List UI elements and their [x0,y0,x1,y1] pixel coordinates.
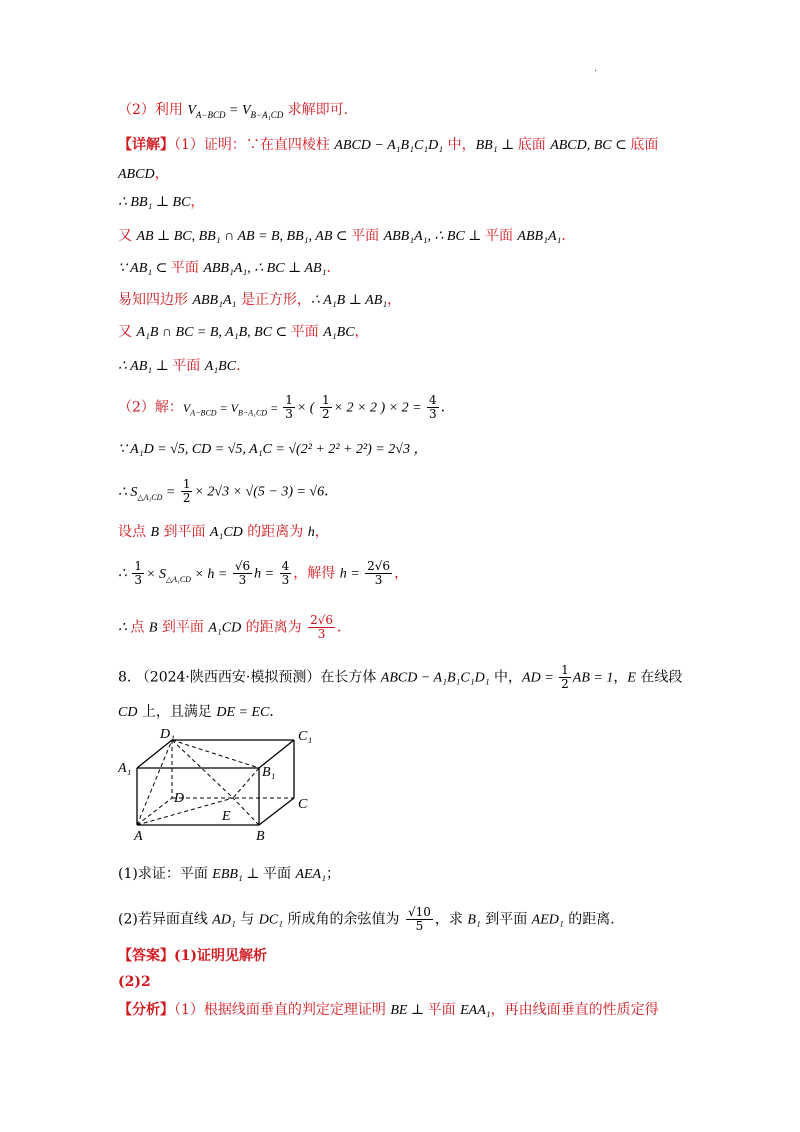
label-C: C [298,797,308,812]
label-C1: C₁ [298,729,313,744]
page-marker: . [594,64,597,74]
subquestion-1: (1)求证：平面 EBB₁ ⊥ 平面 AEA₁； [118,866,340,882]
hint-line-2: （2）利用 $V_{A-BCD} = V_{B-A_1CD}$ 求解即可. [118,102,349,120]
question-8-line-1: 8. （2024·陕西西安·模拟预测）在长方体 ABCD − A₁B₁C₁D₁ 中，AD = $\frac{1}{2}$ AB = 1，E 在线段 [118,663,683,691]
detail-line-5: ∵ AB₁ ⊂ 平面 ABB₁A₁, ∴ BC ⊥ AB₁． [118,260,341,276]
analysis-line: 【分析】（1）根据线面垂直的判定定理证明 BE ⊥ 平面 EAA₁，再由线面垂直的性质定得 [118,1002,659,1018]
analysis-tag: 【分析】 [118,1002,174,1018]
answer-line-2: (2)2 [118,974,151,990]
label-D: D [174,791,185,806]
label-B1: B₁ [262,765,276,780]
subquestion-2: (2)若异面直线 AD₁ 与 DC₁ 所成角的余弦值为 $\frac{√10}{5}$ ，求 B₁ 到平面 AED₁ 的距离. [118,905,615,933]
answer-line-1: 【答案】(1)证明见解析 [118,948,267,964]
label-A1: A₁ [118,761,132,776]
detail-line-10: ∵ A₁D = √5, CD = √5, A₁C = √(2² + 2² + 2²) = 2√3 ， [118,442,428,457]
label-A: A [134,829,143,843]
detail-line-2: ABCD， [118,167,169,182]
detail-line-11: ∴ $S_{\triangle A_1CD}$ = $\frac{1}{2}$ × 2√3 × √(5 − 3) = √6． [118,477,339,505]
detail-line-4: 又 AB ⊥ BC, BB₁ ∩ AB = B, BB₁, AB ⊂ 平面 ABB₁A₁, ∴ BC ⊥ 平面 ABB₁A₁． [118,228,576,244]
cuboid-figure [118,728,328,843]
detail-line-9: （2）解：$V_{A-BCD} = V_{B-A_1CD}$ = $\frac{1}{3}$ × ( $\frac{1}{2}$ × 2 × 2 ) × 2 = $\frac{4}{3}$ ． [118,393,455,421]
detail-line-14: ∴ 点 B 到平面 A₁CD 的距离为 $\frac{2√6}{3}$ ． [118,613,352,641]
detail-line-3: ∴ BB₁ ⊥ BC， [118,195,205,210]
detail-line-13: ∴ $\frac{1}{3}$ × $S_{\triangle A_1CD} \times h$ = $\frac{√6}{3}$ h = $\frac{4}{3}$ ，解得 h = $\frac{2√6}{3}$ ， [118,559,409,587]
detail-line-7: 又 A₁B ∩ BC = B, A₁B, BC ⊂ 平面 A₁BC， [118,324,369,340]
detail-line-8: ∴ AB₁ ⊥ 平面 A₁BC． [118,358,251,374]
detail-tag: 【详解】 [118,137,174,153]
detail-line-1: 【详解】（1）证明：∵在直四棱柱 ABCD − A₁B₁C₁D₁ 中，BB₁ ⊥ 底面 ABCD, BC ⊂ 底面 [118,137,659,153]
detail-line-6: 易知四边形 ABB₁A₁ 是正方形，∴ A₁B ⊥ AB₁， [118,292,402,308]
detail-line-12: 设点 B 到平面 A₁CD 的距离为 h， [118,524,329,540]
label-E: E [222,809,231,824]
label-D1: D₁ [160,728,175,742]
question-8-line-2: CD 上，且满足 DE = EC． [118,704,284,720]
label-B: B [256,829,265,843]
answer-tag: 【答案】 [118,948,174,964]
